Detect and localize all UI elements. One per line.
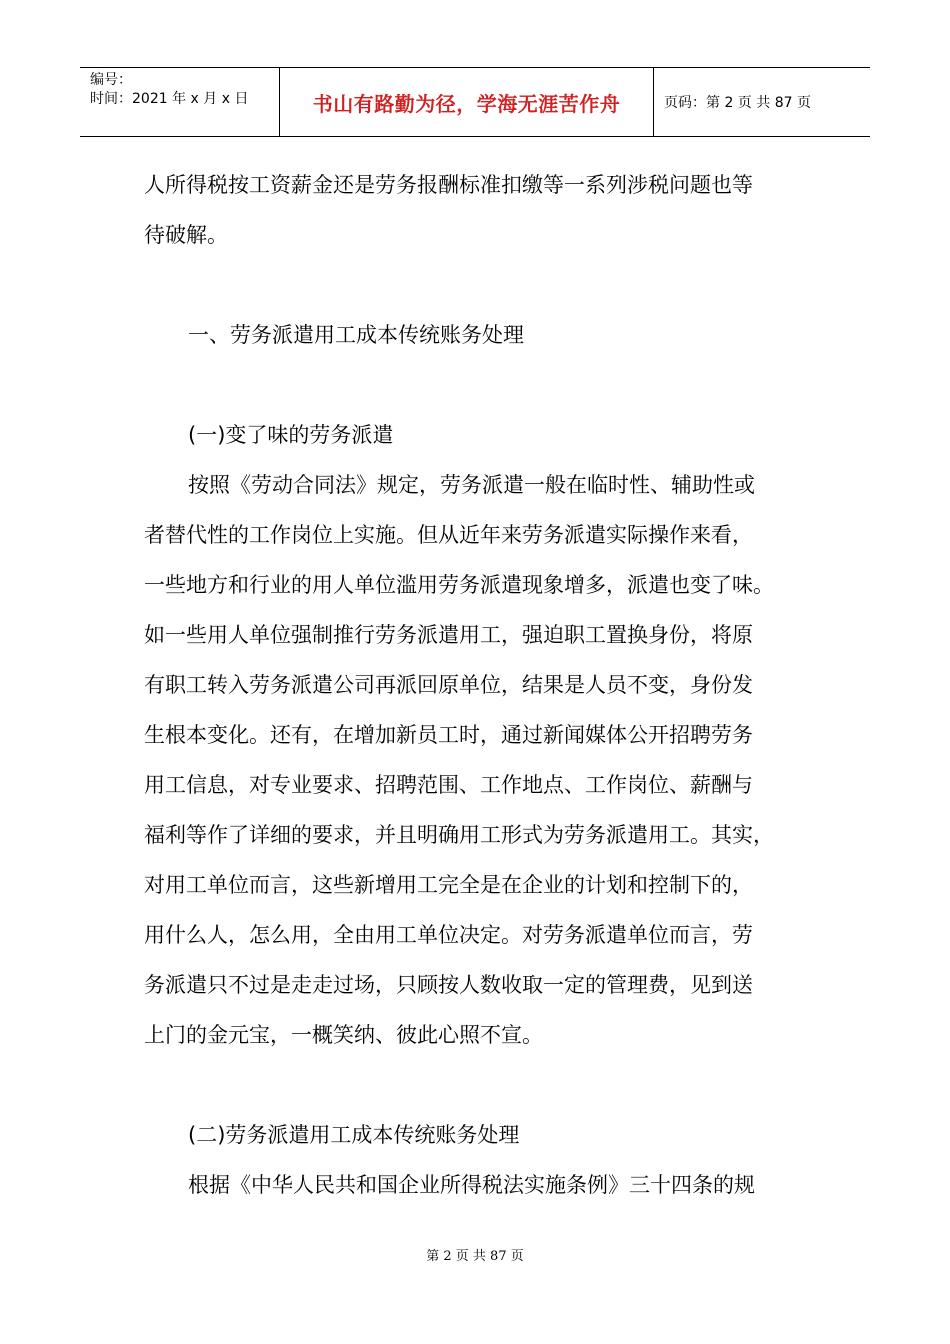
section-heading: 一、劳务派遣用工成本传统账务处理 [188, 323, 524, 347]
paragraph-line: 一些地方和行业的用人单位滥用劳务派遣现象增多，派遣也变了味。 [144, 573, 774, 597]
paragraph-line: 按照《劳动合同法》规定，劳务派遣一般在临时性、辅助性或 [188, 473, 755, 497]
subsection-heading: (一)变了味的劳务派遣 [188, 423, 394, 447]
paragraph-line: 务派遣只不过是走走过场，只顾按人数收取一定的管理费，见到送 [144, 973, 753, 997]
page-footer: 第 2 页 共 87 页 [426, 1249, 524, 1264]
paragraph-line: 有职工转入劳务派遣公司再派回原单位，结果是人员不变，身份发 [144, 673, 753, 697]
page-header [80, 67, 870, 137]
paragraph-line: 对用工单位而言，这些新增用工完全是在企业的计划和控制下的， [144, 873, 753, 897]
paragraph-line: 如一些用人单位强制推行劳务派遣用工，强迫职工置换身份，将原 [144, 623, 753, 647]
document-date-label: 时间：2021 年 x 月 x 日 [90, 91, 249, 107]
paragraph-line: 生根本变化。还有，在增加新员工时，通过新闻媒体公开招聘劳务 [144, 723, 753, 747]
document-number-label: 编号： [90, 72, 132, 88]
paragraph-line: 根据《中华人民共和国企业所得税法实施条例》三十四条的规 [188, 1173, 755, 1197]
paragraph-line: 用工信息，对专业要求、招聘范围、工作地点、工作岗位、薪酬与 [144, 773, 753, 797]
paragraph-line: 者替代性的工作岗位上实施。但从近年来劳务派遣实际操作来看， [144, 523, 753, 547]
paragraph-line: 用什么人，怎么用，全由用工单位决定。对劳务派遣单位而言，劳 [144, 923, 753, 947]
document-body [144, 160, 804, 1210]
paragraph-line: 福利等作了详细的要求，并且明确用工形式为劳务派遣用工。其实， [144, 823, 774, 847]
subsection-heading: (二)劳务派遣用工成本传统账务处理 [188, 1123, 520, 1147]
paragraph-line: 待破解。 [144, 223, 228, 247]
paragraph-line: 人所得税按工资薪金还是劳务报酬标准扣缴等一系列涉税问题也等 [144, 173, 753, 197]
header-motto: 书山有路勤为径，学海无涯苦作舟 [280, 68, 654, 136]
header-page-info: 页码：第 2 页 共 87 页 [664, 95, 811, 111]
paragraph-line: 上门的金元宝，一概笑纳、彼此心照不宣。 [144, 1023, 543, 1047]
header-meta-cell [80, 68, 280, 136]
